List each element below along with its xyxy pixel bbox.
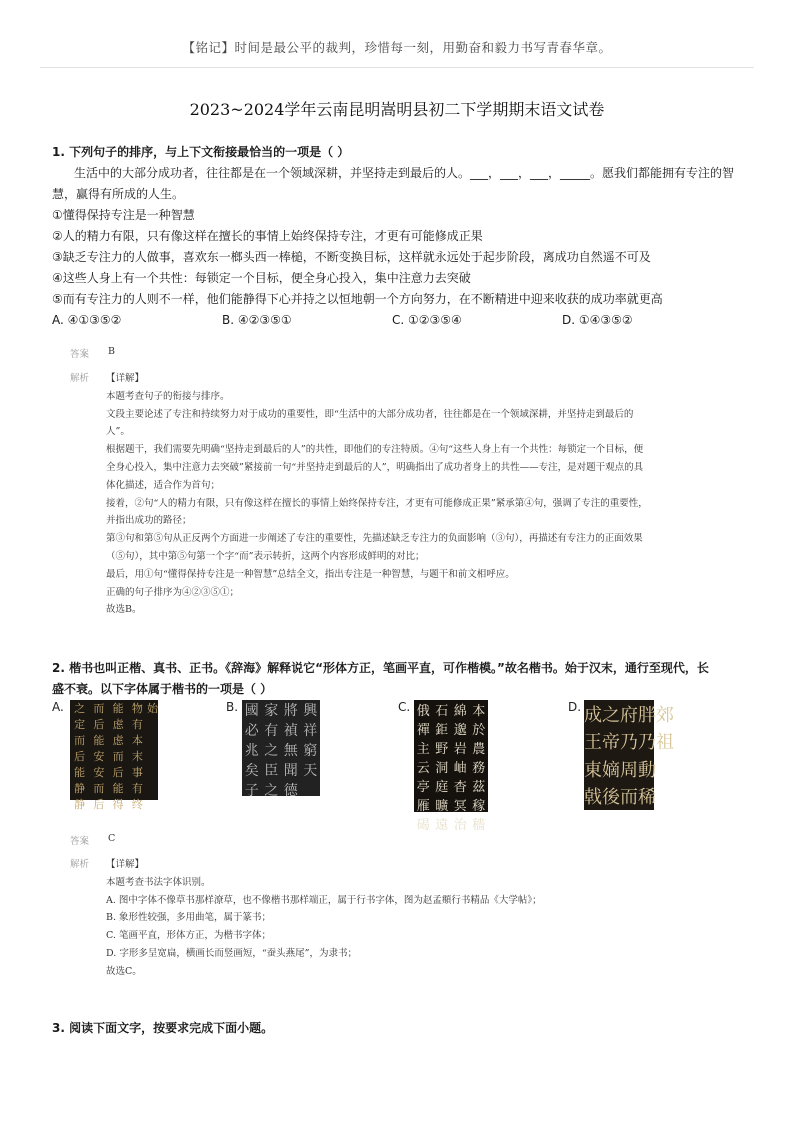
calligraphy-glyph: 物 bbox=[131, 702, 143, 715]
calligraphy-glyph: 而 bbox=[74, 734, 86, 747]
question-1-item-3: ③缺乏专注力的人做事，喜欢东一榔头西一棒槌，不断变换目标，这样就永远处于起步阶段，离成功自然遥不可及 bbox=[52, 250, 651, 264]
explanation-line: 文段主要论述了专注和持续努力对于成功的重要性，即“生活中的大部分成功者，往往都是在一个领域深耕，并坚持走到最后的 bbox=[106, 408, 634, 420]
calligraphy-glyph: 東 bbox=[584, 759, 602, 781]
page-motto: 【铭记】时间是最公平的裁判，珍惜每一刻，用勤奋和毅力书写青春华章。 bbox=[182, 40, 612, 55]
calligraphy-glyph: 邈 bbox=[453, 723, 467, 738]
explanation-label: 解析 bbox=[70, 373, 90, 384]
explanation-line: 【详解】 bbox=[106, 859, 145, 870]
calligraphy-glyph: 虑 bbox=[112, 718, 124, 731]
calligraphy-glyph: 戟 bbox=[584, 787, 602, 809]
calligraphy-glyph: 事 bbox=[131, 766, 143, 779]
question-1-option-a[interactable]: A. ④①③⑤② bbox=[52, 313, 122, 327]
explanation-line: 故选C。 bbox=[106, 965, 142, 977]
calligraphy-glyph: 綿 bbox=[453, 704, 467, 719]
calligraphy-glyph: 祖 bbox=[656, 732, 674, 754]
calligraphy-glyph: 有 bbox=[131, 782, 143, 795]
question-2-option-b[interactable]: B. bbox=[226, 700, 239, 714]
question-2-option-d[interactable]: D. bbox=[568, 700, 582, 714]
calligraphy-glyph: 后 bbox=[112, 766, 124, 779]
calligraphy-glyph: 岩 bbox=[453, 742, 467, 757]
calligraphy-glyph: 有 bbox=[264, 723, 279, 739]
calligraphy-glyph: 终 bbox=[131, 798, 143, 811]
calligraphy-glyph: 德 bbox=[283, 783, 298, 799]
calligraphy-glyph: 嫡 bbox=[602, 759, 620, 781]
explanation-line: 人”。 bbox=[106, 426, 130, 438]
question-1-explanation bbox=[70, 370, 740, 619]
calligraphy-glyph: 云 bbox=[416, 761, 430, 776]
question-1-stem: 1. 下列句子的排序，与上下文衔接最恰当的一项是（ ） bbox=[52, 145, 350, 159]
calligraphy-glyph: 後 bbox=[602, 787, 620, 809]
calligraphy-glyph: 乃 bbox=[620, 732, 638, 754]
calligraphy-glyph: 兆 bbox=[244, 743, 259, 759]
calligraphy-glyph: 静 bbox=[74, 798, 86, 811]
calligraphy-glyph: 帝 bbox=[602, 732, 620, 754]
calligraphy-glyph: 定 bbox=[74, 718, 86, 731]
calligraphy-glyph: 務 bbox=[472, 761, 486, 776]
calligraphy-glyph: 農 bbox=[472, 742, 486, 757]
question-2-option-a[interactable]: A. bbox=[52, 700, 64, 714]
explanation-line: 并指出成功的路径； bbox=[106, 515, 192, 527]
calligraphy-glyph: 后 bbox=[93, 718, 105, 731]
answer-label: 答案 bbox=[70, 349, 90, 360]
calligraphy-glyph: 之 bbox=[74, 702, 86, 715]
calligraphy-glyph: 石 bbox=[435, 704, 449, 719]
calligraphy-glyph: 能 bbox=[112, 702, 124, 715]
explanation-line: C. 笔画平直，形体方正，为楷书字体； bbox=[106, 930, 271, 942]
calligraphy-glyph: 周 bbox=[620, 759, 638, 781]
explanation-line: 体化描述，适合作为首句； bbox=[106, 479, 221, 491]
calligraphy-glyph: 本 bbox=[472, 704, 486, 719]
calligraphy-glyph: 之 bbox=[264, 783, 279, 799]
question-1-passage: 生活中的大部分成功者，往往都是在一个领域深耕，并坚持走到最后的人。___，___，___，_____。愿我们都能拥有专注的智慧，赢得有所成的人生。 bbox=[52, 166, 735, 201]
explanation-line: A. 图中字体不像草书那样潦草，也不像楷书那样端正，属于行书字体，图为赵孟頫行书精品《大学帖》； bbox=[106, 894, 542, 906]
calligraphy-glyph: 天 bbox=[303, 763, 318, 779]
explanation-label: 解析 bbox=[70, 859, 90, 870]
question-1-item-1: ①懂得保持专注是一种智慧 bbox=[52, 208, 195, 222]
calligraphy-glyph: 穡 bbox=[472, 818, 486, 833]
calligraphy-glyph: 之 bbox=[264, 743, 279, 759]
calligraphy-glyph: 遠 bbox=[435, 818, 449, 833]
explanation-line: 接着，②句“人的精力有限，只有像这样在擅长的事情上始终保持专注，才更有可能修成正果”紧承第④句，强调了专注的重要性， bbox=[106, 497, 648, 509]
question-1-option-c[interactable]: C. ①②③⑤④ bbox=[392, 313, 462, 327]
page-title: 2023~2024学年云南昆明嵩明县初二下学期期末语文试卷 bbox=[189, 100, 605, 119]
explanation-line: 本题考查书法字体识别。 bbox=[106, 876, 211, 888]
calligraphy-glyph: 必 bbox=[244, 723, 259, 739]
calligraphy-glyph: 末 bbox=[131, 750, 143, 763]
explanation-line: 全身心投入，集中注意力去突破”紧接前一句“并坚持走到最后的人”，明确指出了成功者身上的共性——专注，是对题干观点的具 bbox=[106, 461, 644, 473]
explanation-line: 最后，用①句“懂得保持专注是一种智慧”总结全文，指出专注是一种智慧，与题干和前文相呼应。 bbox=[106, 568, 515, 580]
explanation-line: D. 字形多呈宽扁，横画长而竖画短，“蚕头燕尾”，为隶书； bbox=[106, 947, 358, 959]
calligraphy-glyph: 本 bbox=[131, 734, 143, 747]
header-divider bbox=[40, 67, 754, 68]
calligraphy-glyph: 曠 bbox=[435, 799, 449, 814]
calligraphy-glyph: 杳 bbox=[453, 780, 467, 795]
calligraphy-glyph: 洞 bbox=[435, 761, 449, 776]
calligraphy-image-running-script[interactable] bbox=[70, 700, 158, 811]
answer-value: B bbox=[108, 346, 115, 357]
question-1-item-5: ⑤而有专注力的人则不一样，他们能静得下心并持之以恒地朝一个方向努力，在不断精进中迎来收获的成功率就更高 bbox=[52, 292, 663, 306]
calligraphy-glyph: 而 bbox=[620, 787, 638, 809]
calligraphy-glyph: 野 bbox=[435, 742, 449, 757]
calligraphy-glyph: 安 bbox=[93, 766, 105, 779]
question-1-option-b[interactable]: B. ④②③⑤① bbox=[222, 313, 292, 327]
calligraphy-glyph: 於 bbox=[472, 723, 486, 738]
calligraphy-glyph: 家 bbox=[264, 703, 279, 719]
calligraphy-glyph: 治 bbox=[453, 818, 467, 833]
question-1-item-4: ④这些人身上有一个共性：每锁定一个目标，便全身心投入，集中注意力去突破 bbox=[52, 271, 471, 285]
calligraphy-glyph: 能 bbox=[112, 782, 124, 795]
calligraphy-glyph: 安 bbox=[93, 750, 105, 763]
calligraphy-glyph: 興 bbox=[303, 703, 318, 719]
calligraphy-glyph: 乃 bbox=[638, 732, 656, 754]
calligraphy-glyph: 静 bbox=[74, 782, 86, 795]
calligraphy-glyph: 虑 bbox=[112, 734, 124, 747]
calligraphy-glyph: 碣 bbox=[416, 818, 430, 833]
calligraphy-glyph: 王 bbox=[584, 732, 602, 754]
explanation-line: B. 象形性较强，多用曲笔，属于篆书； bbox=[106, 912, 272, 924]
calligraphy-glyph: 國 bbox=[244, 703, 259, 719]
calligraphy-glyph: 郊 bbox=[656, 704, 674, 726]
question-2-stem-line-2: 盛不衰。以下字体属于楷书的一项是（ ） bbox=[52, 682, 273, 696]
calligraphy-glyph: 稀 bbox=[638, 787, 656, 809]
calligraphy-glyph: 俄 bbox=[416, 704, 430, 719]
calligraphy-glyph: 窮 bbox=[303, 743, 318, 759]
calligraphy-glyph: 無 bbox=[283, 743, 298, 759]
calligraphy-glyph: 茲 bbox=[472, 780, 486, 795]
explanation-line: 第③句和第⑤句从正反两个方面进一步阐述了专注的重要性，先描述缺乏专注力的负面影响（③句），再描述有专注力的正面效果 bbox=[106, 533, 643, 545]
explanation-line: 【详解】 bbox=[106, 373, 145, 384]
question-2 bbox=[52, 658, 742, 700]
calligraphy-glyph: 而 bbox=[93, 782, 105, 795]
calligraphy-glyph: 庭 bbox=[435, 780, 449, 795]
calligraphy-glyph: 能 bbox=[74, 766, 86, 779]
question-2-options bbox=[52, 700, 752, 833]
question-3-stem: 3. 阅读下面文字，按要求完成下面小题。 bbox=[52, 1021, 274, 1035]
explanation-line: 正确的句子排序为④②③⑤①； bbox=[106, 586, 240, 598]
question-1-item-2: ②人的精力有限，只有像这样在擅长的事情上始终保持专注，才更有可能修成正果 bbox=[52, 229, 483, 243]
calligraphy-image-clerical-script[interactable] bbox=[584, 700, 674, 810]
explanation-line: 本题考查句子的衔接与排序。 bbox=[106, 390, 230, 402]
calligraphy-glyph: 矣 bbox=[244, 763, 259, 779]
calligraphy-glyph: 稼 bbox=[472, 799, 486, 814]
calligraphy-glyph: 主 bbox=[416, 742, 430, 757]
explanation-line: 根据题干，我们需要先明确“坚持走到最后的人”的共性，即他们的专注特质。④句“这些人身上有一个共性：每锁定一个目标，便 bbox=[106, 444, 644, 456]
answer-value: C bbox=[108, 833, 116, 844]
calligraphy-glyph: 鉅 bbox=[435, 723, 449, 738]
calligraphy-image-seal-script[interactable] bbox=[242, 700, 320, 799]
question-2-explanation bbox=[70, 856, 740, 981]
calligraphy-glyph: 動 bbox=[638, 759, 656, 781]
calligraphy-glyph: 祥 bbox=[303, 723, 318, 739]
explanation-line: 故选B。 bbox=[106, 604, 142, 616]
calligraphy-glyph: 而 bbox=[112, 750, 124, 763]
explanation-line: （⑤句），其中第⑤句第一个字“而”表示转折，这两个内容形成鲜明的对比； bbox=[106, 550, 425, 562]
calligraphy-image-regular-script[interactable] bbox=[414, 700, 488, 833]
calligraphy-glyph: 禎 bbox=[283, 723, 298, 739]
question-2-option-c[interactable]: C. bbox=[398, 700, 411, 714]
calligraphy-glyph: 而 bbox=[93, 702, 105, 715]
question-1-option-d[interactable]: D. ①④③⑤② bbox=[562, 313, 633, 327]
calligraphy-glyph: 子 bbox=[244, 783, 259, 799]
calligraphy-glyph: 將 bbox=[283, 703, 298, 719]
calligraphy-glyph: 臣 bbox=[264, 763, 279, 779]
calligraphy-glyph: 禪 bbox=[416, 723, 430, 738]
calligraphy-glyph: 聞 bbox=[283, 763, 298, 779]
calligraphy-glyph: 胖 bbox=[638, 704, 656, 726]
calligraphy-glyph: 得 bbox=[112, 798, 124, 811]
question-1-options bbox=[52, 310, 742, 331]
calligraphy-glyph: 后 bbox=[74, 750, 86, 763]
calligraphy-glyph: 岫 bbox=[453, 761, 467, 776]
question-3 bbox=[52, 1018, 742, 1039]
calligraphy-glyph: 成 bbox=[584, 704, 602, 726]
calligraphy-glyph: 亭 bbox=[416, 780, 430, 795]
question-1 bbox=[52, 142, 742, 331]
question-2-stem-line-1: 2. 楷书也叫正楷、真书、正书。《辞海》解释说它“形体方正，笔画平直，可作楷模。”故名楷书。始于汉末，通行至现代，长 bbox=[52, 661, 709, 675]
calligraphy-glyph: 府 bbox=[620, 704, 638, 726]
calligraphy-glyph: 始 bbox=[147, 702, 158, 715]
calligraphy-glyph: 有 bbox=[131, 718, 143, 731]
calligraphy-glyph: 雁 bbox=[416, 799, 430, 814]
calligraphy-glyph: 冥 bbox=[453, 799, 467, 814]
calligraphy-glyph: 能 bbox=[93, 734, 105, 747]
calligraphy-glyph: 之 bbox=[602, 704, 620, 726]
calligraphy-glyph: 后 bbox=[93, 798, 105, 811]
answer-label: 答案 bbox=[70, 836, 90, 847]
